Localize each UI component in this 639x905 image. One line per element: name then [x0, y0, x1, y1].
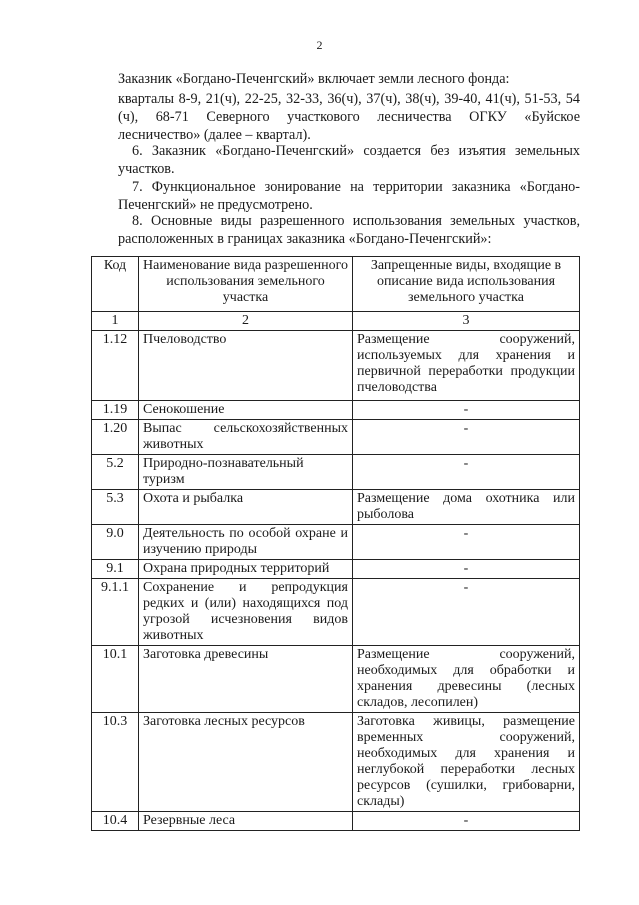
table-row — [92, 646, 580, 713]
cell-use-name: Природно-познавательный туризм — [139, 455, 353, 490]
paragraph-quarters: кварталы 8-9, 21(ч), 22-25, 32-33, 36(ч), 37(ч), 38(ч), 39-40, 41(ч), 51-53, 54 (ч), 68-71 Северного участкового лесничества ОГКУ «Буйское лесничество» (далее – квартал). — [118, 91, 580, 143]
cell-prohibited: - — [353, 812, 580, 831]
table-row — [92, 455, 580, 490]
cell-code: 1.19 — [92, 401, 139, 420]
cell-code: 10.4 — [92, 812, 139, 831]
paragraph-item-6: 6. Заказник «Богдано-Печенгский» создается без изъятия земельных участков. — [118, 143, 580, 177]
cell-use-name: Охота и рыбалка — [139, 490, 353, 525]
cell-prohibited: - — [353, 560, 580, 579]
paragraph-item-7: 7. Функциональное зонирование на территории заказника «Богдано-Печенгский» не предусмотрено. — [118, 179, 580, 213]
cell-prohibited: Размещение сооружений, используемых для хранения и первичной переработки продукции пчеловодства — [353, 331, 580, 401]
cell-prohibited: Размещение дома охотника или рыболова — [353, 490, 580, 525]
table-row — [92, 560, 580, 579]
table-row — [92, 401, 580, 420]
paragraph-item-8: 8. Основные виды разрешенного использования земельных участков, расположенных в границах заказника «Богдано-Печенгский»: — [118, 213, 580, 247]
column-number: 2 — [139, 312, 353, 331]
land-use-table — [91, 256, 580, 831]
cell-use-name: Сохранение и репродукция редких и (или) находящихся под угрозой исчезновения видов животных — [139, 579, 353, 646]
table-row — [92, 420, 580, 455]
header-use-name: Наименование вида разрешенного использования земельного участка — [139, 257, 353, 312]
cell-prohibited: - — [353, 579, 580, 646]
cell-code: 1.12 — [92, 331, 139, 401]
table-row — [92, 525, 580, 560]
cell-prohibited: - — [353, 401, 580, 420]
page-number: 2 — [316, 38, 323, 52]
cell-code: 9.1.1 — [92, 579, 139, 646]
cell-use-name: Сенокошение — [139, 401, 353, 420]
paragraph-reserve-lands: Заказник «Богдано-Печенгский» включает земли лесного фонда: — [118, 71, 510, 87]
cell-code: 10.1 — [92, 646, 139, 713]
table-column-numbers-row — [92, 312, 580, 331]
cell-use-name: Охрана природных территорий — [139, 560, 353, 579]
cell-use-name: Резервные леса — [139, 812, 353, 831]
cell-use-name: Деятельность по особой охране и изучению природы — [139, 525, 353, 560]
cell-prohibited: Размещение сооружений, необходимых для обработки и хранения древесины (лесных складов, лесопилен) — [353, 646, 580, 713]
table-row — [92, 713, 580, 812]
cell-use-name: Пчеловодство — [139, 331, 353, 401]
column-number: 3 — [353, 312, 580, 331]
cell-prohibited: - — [353, 455, 580, 490]
header-prohibited: Запрещенные виды, входящие в описание вида использования земельного участка — [353, 257, 580, 312]
cell-code: 5.3 — [92, 490, 139, 525]
cell-use-name: Выпас сельскохозяйственных животных — [139, 420, 353, 455]
cell-code: 9.0 — [92, 525, 139, 560]
table-row — [92, 490, 580, 525]
cell-use-name: Заготовка древесины — [139, 646, 353, 713]
table-row — [92, 579, 580, 646]
cell-prohibited: Заготовка живицы, размещение временных сооружений, необходимых для хранения и неглубокой переработки лесных ресурсов (сушилки, грибоварни, склады) — [353, 713, 580, 812]
cell-code: 5.2 — [92, 455, 139, 490]
cell-code: 1.20 — [92, 420, 139, 455]
table-header-row — [92, 257, 580, 312]
cell-prohibited: - — [353, 420, 580, 455]
cell-use-name: Заготовка лесных ресурсов — [139, 713, 353, 812]
header-code: Код — [92, 257, 139, 312]
column-number: 1 — [92, 312, 139, 331]
cell-code: 9.1 — [92, 560, 139, 579]
table-row — [92, 812, 580, 831]
cell-prohibited: - — [353, 525, 580, 560]
cell-code: 10.3 — [92, 713, 139, 812]
table-row — [92, 331, 580, 401]
